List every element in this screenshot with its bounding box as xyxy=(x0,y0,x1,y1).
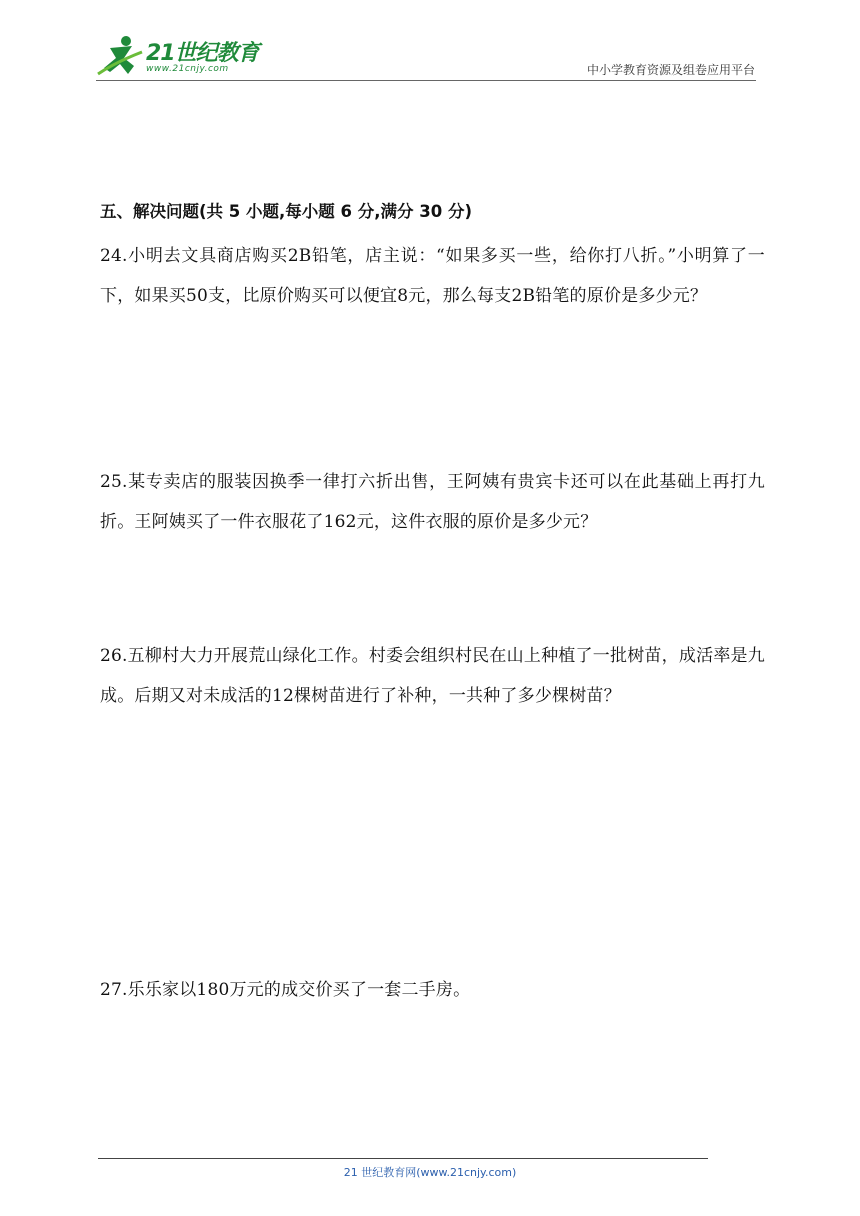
site-logo[interactable] xyxy=(96,34,266,80)
question-25: 25.某专卖店的服装因换季一律打六折出售，王阿姨有贵宾卡还可以在此基础上再打九折。王阿姨买了一件衣服花了162元，这件衣服的原价是多少元？ xyxy=(100,472,765,532)
footer-link[interactable]: 21 世纪教育网(www.21cnjy.com) xyxy=(343,1166,517,1179)
page-header xyxy=(0,0,860,90)
question-24: 24.小明去文具商店购买2B铅笔，店主说：“如果多买一些，给你打八折。”小明算了一下，如果买50支，比原价购买可以便宜8元，那么每支2B铅笔的原价是多少元？ xyxy=(100,246,765,306)
footer-divider xyxy=(98,1158,708,1159)
section-title: 五、解决问题(共 5 小题,每小题 6 分,满分 30 分) xyxy=(100,202,473,221)
question-26: 26.五柳村大力开展荒山绿化工作。村委会组织村民在山上种植了一批树苗，成活率是九成。后期又对未成活的12棵树苗进行了补种，一共种了多少棵树苗？ xyxy=(100,646,765,706)
runner-logo-icon xyxy=(96,34,146,78)
logo-url: www.21cnjy.com xyxy=(146,64,229,74)
logo-text: 21世纪教育 xyxy=(146,41,259,66)
header-divider xyxy=(96,80,756,81)
question-27: 27.乐乐家以180万元的成交价买了一套二手房。 xyxy=(100,980,471,1000)
platform-text: 中小学教育资源及组卷应用平台 xyxy=(586,63,755,77)
main-content xyxy=(100,198,765,1000)
